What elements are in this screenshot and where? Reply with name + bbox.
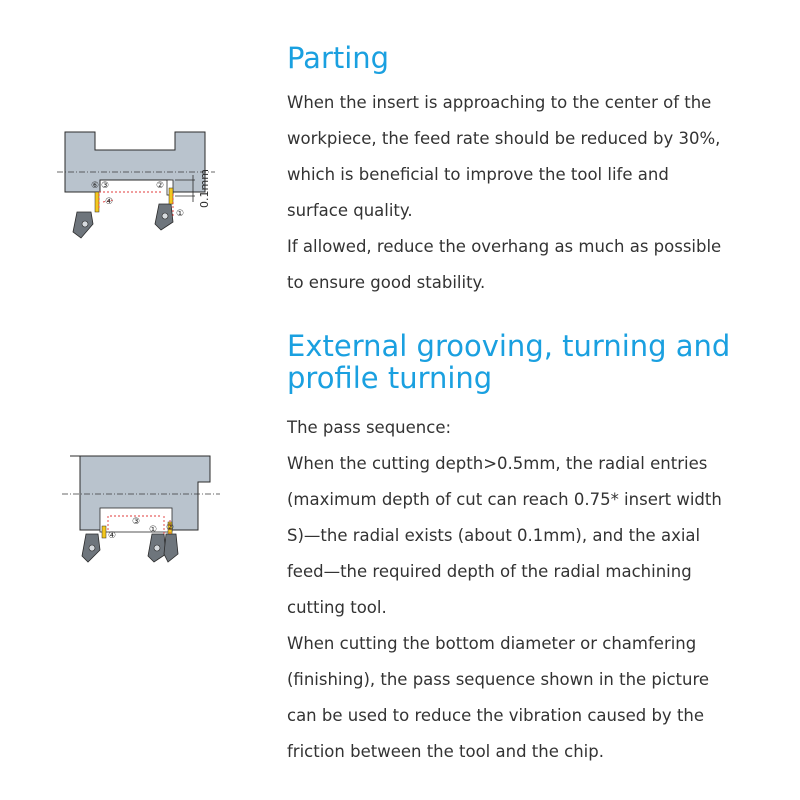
parting-line-3: which is beneficial to improve the tool life and — [287, 165, 669, 184]
grooving-line-8: (finishing), the pass sequence shown in the picture — [287, 670, 710, 689]
parting-line-4: surface quality. — [287, 201, 413, 220]
left-insert — [102, 526, 106, 538]
marker-3: ③ — [101, 181, 110, 191]
dimension-label: 0.1mm — [198, 169, 211, 208]
grooving-line-6: cutting tool. — [287, 598, 387, 617]
grooving-line-2: When the cutting depth>0.5mm, the radial entries — [287, 454, 708, 473]
grooving-line-5: feed—the required depth of the radial machining — [287, 562, 692, 581]
marker-2: ② — [156, 181, 165, 191]
grooving-line-1: The pass sequence: — [287, 418, 452, 437]
left-tool-screw — [89, 545, 95, 551]
right-tool-screw — [154, 545, 160, 551]
parting-line-1: When the insert is approaching to the center of the — [287, 93, 712, 112]
section-title-parting: Parting — [287, 41, 390, 75]
marker-3: ③ — [132, 517, 141, 527]
marker-4: ④ — [105, 197, 114, 207]
parting-line-2: workpiece, the feed rate should be reduced by 30%, — [287, 129, 721, 148]
right-tool-2 — [164, 534, 178, 562]
right-insert — [169, 188, 173, 204]
parting-description — [287, 85, 782, 301]
parting-diagram — [55, 120, 230, 245]
grooving-line-4: S)—the radial exists (about 0.1mm), and the axial — [287, 526, 701, 545]
grooving-line-10: friction between the tool and the chip. — [287, 742, 604, 761]
title-line-2: profile turning — [287, 361, 493, 395]
marker-6: ⑥ — [91, 181, 100, 191]
marker-2: ② — [166, 523, 175, 533]
grooving-line-7: When cutting the bottom diameter or chamfering — [287, 634, 697, 653]
marker-4: ④ — [108, 531, 117, 541]
parting-line-6: to ensure good stability. — [287, 273, 486, 292]
left-insert — [95, 192, 99, 212]
title-line-1: External grooving, turning and — [287, 329, 731, 363]
left-tool-screw — [82, 221, 88, 227]
section-title-external-grooving — [287, 330, 782, 394]
grooving-diagram — [60, 450, 225, 570]
parting-line-5: If allowed, reduce the overhang as much as possible — [287, 237, 722, 256]
grooving-line-3: (maximum depth of cut can reach 0.75* insert width — [287, 490, 722, 509]
grooving-description — [287, 410, 782, 770]
marker-1: ① — [176, 209, 185, 219]
grooving-line-9: can be used to reduce the vibration caused by the — [287, 706, 705, 725]
marker-1: ① — [149, 525, 158, 535]
workpiece-shape — [65, 132, 205, 192]
right-tool-screw — [162, 213, 168, 219]
